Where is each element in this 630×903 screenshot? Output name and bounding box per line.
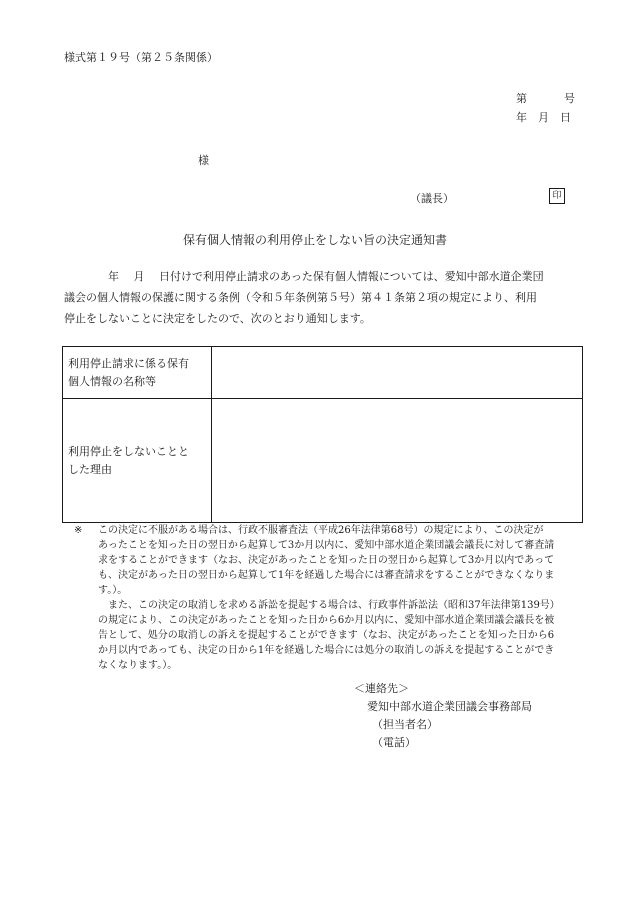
label-line: 利用停止をしないことと xyxy=(68,444,189,458)
body-line: 年 月 日付けで利用停止請求のあった保有個人情報については、愛知中部水道企業団 xyxy=(64,270,544,283)
document-title: 保有個人情報の利用停止をしない旨の決定通知書 xyxy=(182,233,447,247)
value-cell-reason xyxy=(212,399,583,523)
label-line: した理由 xyxy=(68,462,112,476)
note-line: す。）。 xyxy=(98,585,128,596)
note-line: 告として、処分の取消しの訴えを提起することができます（なお、決定があったことを知った日から6 xyxy=(98,630,555,641)
note-line xyxy=(74,523,594,538)
note-mark: ※ xyxy=(74,525,83,536)
table-row xyxy=(63,399,583,523)
value-cell-target-info xyxy=(212,347,583,399)
document-date: 年 月 日 xyxy=(516,111,571,124)
body-line: 停止をしないことに決定をしたので、次のとおり通知します。 xyxy=(64,312,371,325)
form-number: 様式第１９号（第２５条関係） xyxy=(64,51,218,64)
row-label-reason xyxy=(63,399,212,523)
label-line: 利用停止請求に係る保有 xyxy=(68,356,189,370)
document-number: 第 号 xyxy=(516,92,576,105)
sender-title: （議長） xyxy=(410,192,454,205)
note-line: か月以内であっても、決定の日から1年を経過した場合には処分の取消しの訴えを提起することができ xyxy=(98,645,555,656)
note-text: この決定に不服がある場合は、行政不服審査法（平成26年法律第68号）の規定により、この決定が xyxy=(98,525,544,536)
contact-person: （担当者名） xyxy=(372,718,438,731)
table-row xyxy=(63,347,583,399)
note-line: も、決定があった日の翌日から起算して1年を経過した場合には審査請求をすることができなくなりま xyxy=(98,570,555,581)
contact-office: 愛知中部水道企業団議会事務部局 xyxy=(367,700,532,713)
label-line: 個人情報の名称等 xyxy=(68,374,156,388)
note-line: 求をすることができます（なお、決定があったことを知った日の翌日から起算して3か月以内であって xyxy=(98,555,555,566)
decision-table xyxy=(62,346,583,523)
note-line: また、この決定の取消しを求める訴訟を提起する場合は、行政事件訴訟法（昭和37年法律第139号） xyxy=(98,600,560,611)
seal-mark: 印 xyxy=(549,188,565,204)
row-label-target-info xyxy=(63,347,212,399)
body-line: 議会の個人情報の保護に関する条例（令和５年条例第５号）第４１条第２項の規定により、利用 xyxy=(64,291,537,304)
note-line: なくなります。）。 xyxy=(98,660,178,671)
note-line: あったことを知った日の翌日から起算して3か月以内に、愛知中部水道企業団議会議長に対して審査請 xyxy=(98,540,555,551)
body-paragraph xyxy=(64,266,584,329)
note-line: の規定により、この決定があったことを知った日から6か月以内に、愛知中部水道企業団議会議長を被 xyxy=(98,615,555,626)
contact-phone: （電話） xyxy=(372,736,416,749)
notes-section xyxy=(74,523,594,673)
contact-heading: ＜連絡先＞ xyxy=(354,682,409,695)
addressee-honorific: 様 xyxy=(198,154,209,167)
